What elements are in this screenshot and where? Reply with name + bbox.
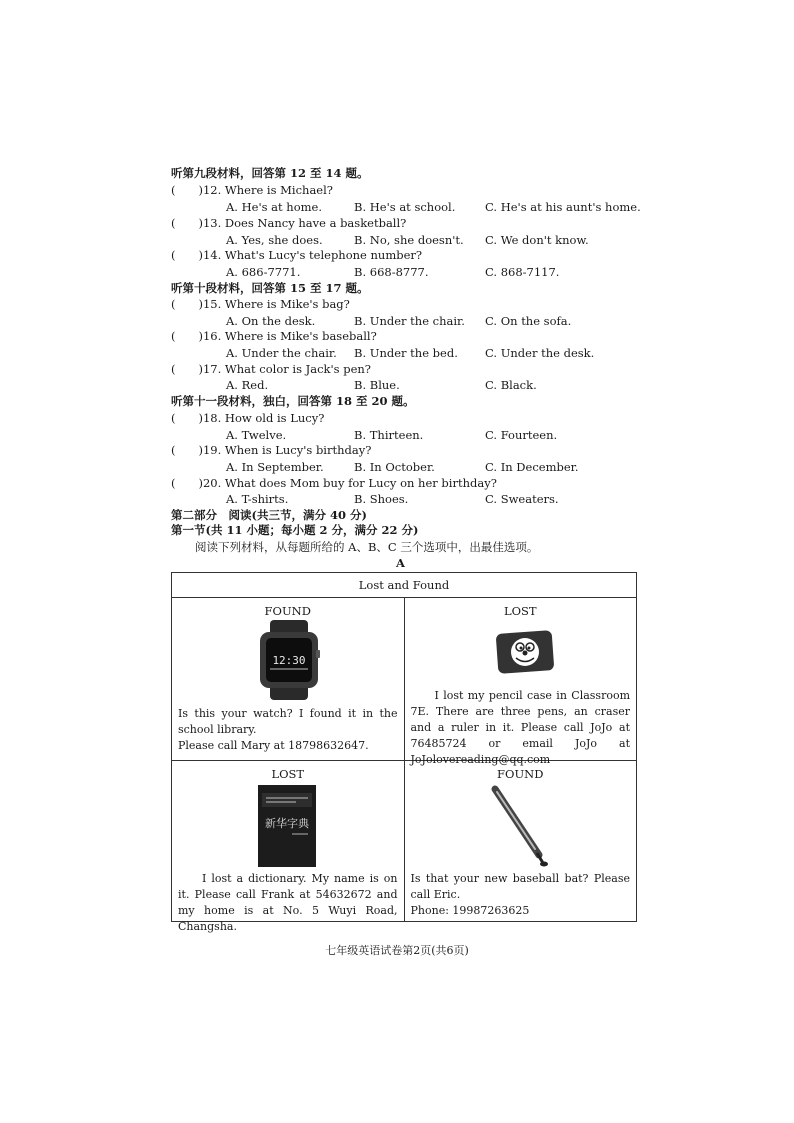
question-12-option-c: C. He's at his aunt's home. — [485, 200, 641, 214]
question-18-stem: ( )18. How old is Lucy? — [171, 411, 325, 425]
lost-pencil-case-text: I lost my pencil case in Classroom 7E. There are three pens, an craser and a ruler in it. Please call JoJo at 76485724 or email JoJo at JoJolovereading@qq.com — [410, 689, 630, 766]
found-baseball-bat-label: FOUND — [497, 767, 544, 781]
page-footer: 七年级英语试卷第2页(共6页) — [325, 944, 469, 957]
found-watch-label: FOUND — [264, 604, 311, 618]
question-13-option-b: B. No, she doesn't. — [354, 233, 464, 247]
question-17-option-c: C. Black. — [485, 378, 537, 392]
question-14-option-b: B. 668-8777. — [354, 265, 429, 279]
passage-label: A — [396, 556, 405, 570]
lost-dictionary-text: I lost a dictionary. My name is on it. Please call Frank at 54632672 and my home is at No. 5 Wuyi Road, Changsha. — [178, 872, 398, 933]
found-baseball-bat-contact: Phone: 19987263625 — [410, 904, 530, 917]
question-19-stem: ( )19. When is Lucy's birthday? — [171, 443, 372, 457]
question-17-stem: ( )17. What color is Jack's pen? — [171, 362, 371, 376]
question-13-option-a: A. Yes, she does. — [226, 233, 323, 247]
question-15-stem: ( )15. Where is Mike's bag? — [171, 297, 350, 311]
found-watch-cell — [172, 598, 405, 761]
watch-image — [256, 620, 322, 700]
question-19-option-b: B. In October. — [354, 460, 435, 474]
found-watch-contact: Please call Mary at 18798632647. — [178, 739, 369, 752]
question-16-option-c: C. Under the desk. — [485, 346, 595, 360]
baseball-bat-image — [487, 783, 551, 869]
question-18-option-c: C. Fourteen. — [485, 428, 558, 442]
question-20-option-a: A. T-shirts. — [226, 492, 289, 506]
lost-dictionary-label: LOST — [271, 767, 305, 781]
question-13-option-c: C. We don't know. — [485, 233, 589, 247]
found-watch-text: Is this your watch? I found it in the school library. — [178, 707, 398, 736]
question-18-option-b: B. Thirteen. — [354, 428, 424, 442]
lost-pencil-case-cell — [404, 598, 637, 766]
question-16-stem: ( )16. Where is Mike's baseball? — [171, 329, 377, 343]
question-20-option-b: B. Shoes. — [354, 492, 409, 506]
question-14-option-c: C. 868-7117. — [485, 265, 560, 279]
section9-heading: 听第九段材料，回答第 12 至 14 题。 — [171, 166, 369, 180]
question-17-option-a: A. Red. — [226, 378, 269, 392]
question-15-option-b: B. Under the chair. — [354, 314, 465, 328]
question-19-option-a: A. In September. — [226, 460, 324, 474]
lost-dictionary-cell — [172, 761, 405, 933]
question-15-option-c: C. On the sofa. — [485, 314, 572, 328]
watch-time-display: 12:30 — [272, 654, 306, 667]
section11-heading: 听第十一段材料，独白，回答第 18 至 20 题。 — [171, 394, 415, 408]
question-12-option-b: B. He's at school. — [354, 200, 456, 214]
lost-and-found-table — [171, 572, 637, 933]
section10-heading: 听第十段材料，回答第 15 至 17 题。 — [171, 281, 369, 295]
lost-pencil-case-label: LOST — [503, 604, 537, 618]
question-12-stem: ( )12. Where is Michael? — [171, 183, 333, 197]
question-13-stem: ( )13. Does Nancy have a basketball? — [171, 216, 407, 230]
question-17-option-b: B. Blue. — [354, 378, 400, 392]
question-16-option-a: A. Under the chair. — [226, 346, 337, 360]
part2-instruction: 阅读下列材料，从每题所给的 A、B、C 三个选项中，出最佳选项。 — [195, 540, 539, 554]
question-20-option-c: C. Sweaters. — [485, 492, 559, 506]
part2-heading: 第二部分 阅读(共三节，满分 40 分) — [171, 508, 367, 522]
question-19-option-c: C. In December. — [485, 460, 579, 474]
question-14-stem: ( )14. What's Lucy's telephone number? — [171, 248, 423, 262]
dictionary-image — [258, 785, 316, 867]
question-20-stem: ( )20. What does Mom buy for Lucy on her birthday? — [171, 476, 497, 490]
part2-sub1-heading: 第一节(共 11 小题；每小题 2 分，满分 22 分) — [171, 523, 419, 537]
pencil-case-image — [495, 628, 555, 676]
found-baseball-bat-cell — [404, 761, 637, 922]
dictionary-cover-title: 新华字典 — [265, 817, 309, 830]
question-15-option-a: A. On the desk. — [226, 314, 316, 328]
question-14-option-a: A. 686-7771. — [226, 265, 301, 279]
lost-and-found-title: Lost and Found — [172, 573, 637, 598]
question-18-option-a: A. Twelve. — [226, 428, 287, 442]
found-baseball-bat-text: Is that your new baseball bat? Please call Eric. — [410, 872, 630, 901]
question-12-option-a: A. He's at home. — [226, 200, 322, 214]
question-16-option-b: B. Under the bed. — [354, 346, 458, 360]
